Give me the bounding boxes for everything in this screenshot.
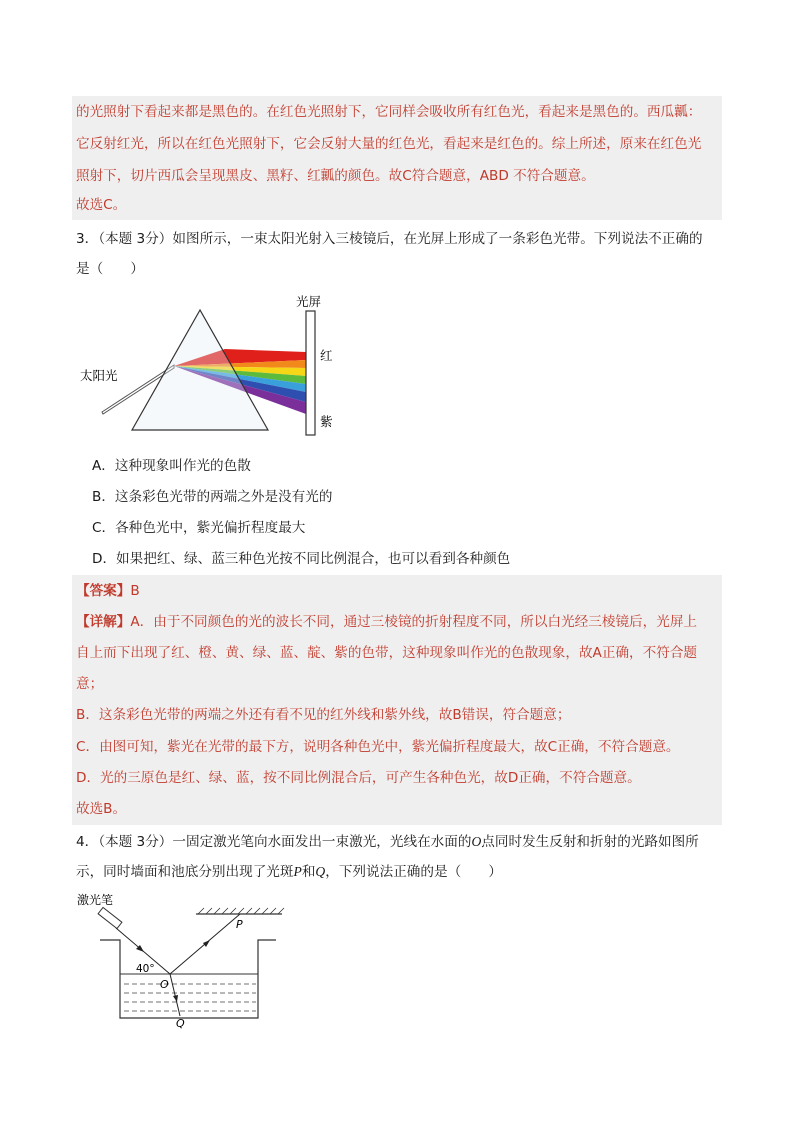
refracted-ray (170, 974, 180, 1016)
laser-pen-label: 激光笔 (77, 893, 114, 907)
detail-line: 照射下，切片西瓜会呈现黑皮、黑籽、红瓤的颜色。故C符合题意，ABD 不符合题意。 (76, 168, 595, 184)
conclusion-text: 故选B。 (76, 801, 127, 817)
detail-text: A．由于不同颜色的光的波长不同，通过三棱镜的折射程度不同，所以白光经三棱镜后，光屏上 (130, 614, 698, 630)
point-q: Q (315, 864, 326, 879)
detail-line: C．由图可知，紫光在光带的最下方，说明各种色光中，紫光偏折程度最大，故C正确，不符合题意。 (76, 739, 680, 755)
option-c: C．各种色光中，紫光偏折程度最大 (92, 520, 306, 536)
question-3-stem-cont: 是（ ） (76, 261, 144, 277)
screen-label: 光屏 (296, 294, 322, 309)
angle-label: 40° (136, 963, 155, 975)
detail-line: D．光的三原色是红、绿、蓝，按不同比例混合后，可产生各种色光，故D正确，不符合题意。 (76, 770, 641, 786)
laser-pen (98, 907, 122, 928)
red-label: 红 (320, 348, 333, 363)
violet-label: 紫 (320, 414, 333, 429)
point-o: O (471, 834, 482, 849)
answer-line (76, 581, 140, 601)
sun-label: 太阳光 (80, 368, 118, 383)
conclusion-text: 故选C。 (76, 197, 127, 213)
point-p: P (293, 864, 302, 879)
detail-line: 自上而下出现了红、橙、黄、绿、蓝、靛、紫的色带，这种现象叫作光的色散现象，故A正确，不符合题 (76, 645, 698, 661)
o-label: O (160, 978, 169, 991)
pool-outline (100, 940, 276, 1018)
option-d: D．如果把红、绿、蓝三种色光按不同比例混合，也可以看到各种颜色 (92, 551, 511, 567)
question-4-stem: 4．（本题 3分）一固定激光笔向水面发出一束激光，光线在水面的O点同时发生反射和折射的光路如图所 (76, 834, 699, 850)
detail-line: B．这条彩色光带的两端之外还有看不见的红外线和紫外线，故B错误，符合题意； (76, 707, 571, 723)
answer-tag: 【答案】 (76, 583, 131, 599)
detail-line (76, 612, 697, 632)
option-a: A．这种现象叫作光的色散 (92, 458, 251, 474)
option-b: B．这条彩色光带的两端之外是没有光的 (92, 489, 333, 505)
detail-tag: 【详解】 (76, 614, 131, 630)
detail-line: 意； (76, 676, 104, 692)
light-screen (306, 311, 315, 435)
q-label: Q (176, 1017, 185, 1030)
p-label: P (236, 918, 243, 931)
prism-figure (70, 288, 370, 438)
question-3-stem: 3．（本题 3分）如图所示，一束太阳光射入三棱镜后，在光屏上形成了一条彩色光带。下列说法不正确的 (76, 231, 703, 247)
answer-value: B (130, 583, 140, 599)
laser-figure (70, 890, 300, 1030)
question-4-stem-cont: 示，同时墙面和池底分别出现了光斑P和Q，下列说法正确的是（ ） (76, 864, 502, 880)
detail-line: 的光照射下看起来都是黑色的。在红色光照射下，它同样会吸收所有红色光，看起来是黑色的。西瓜瓤： (76, 104, 702, 120)
detail-line: 它反射红光，所以在红色光照射下，它会反射大量的红色光，看起来是红色的。综上所述，原来在红色光 (76, 136, 702, 152)
